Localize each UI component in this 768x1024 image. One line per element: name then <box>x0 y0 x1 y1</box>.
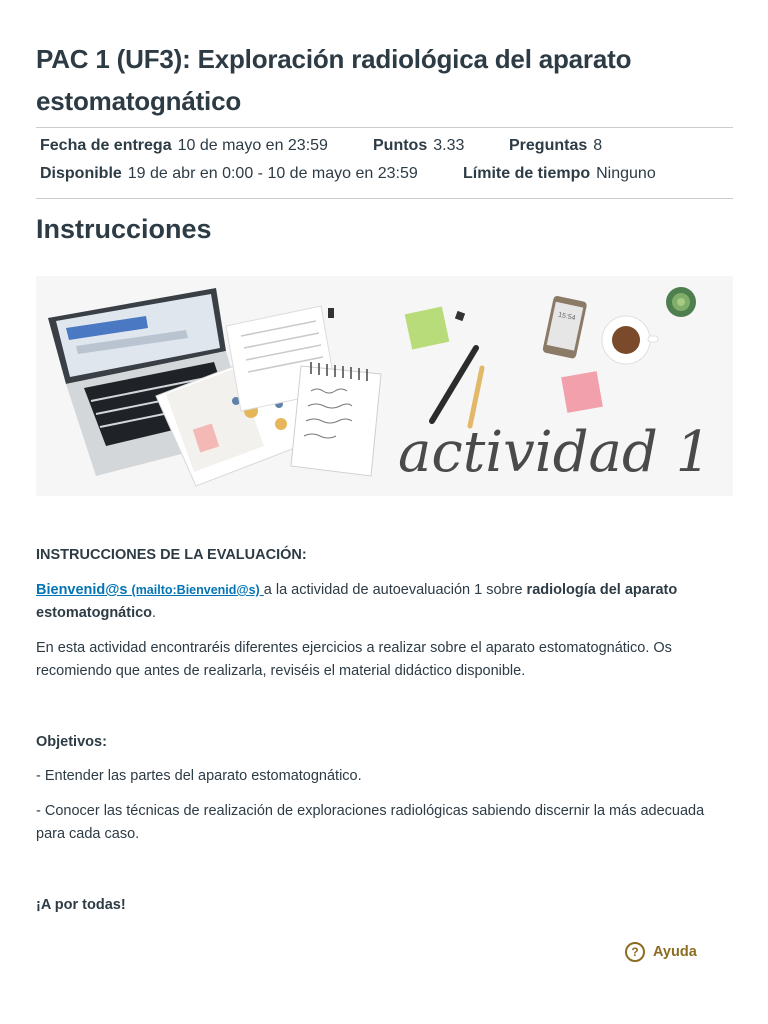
meta-due: Fecha de entrega 10 de mayo en 23:59 <box>40 137 328 154</box>
meta-time-limit: Límite de tiempo Ninguno <box>463 165 656 182</box>
objectives-heading: Objetivos: <box>36 734 107 750</box>
closing-text: ¡A por todas! <box>36 897 126 913</box>
help-label: Ayuda <box>653 944 697 960</box>
eval-heading: INSTRUCCIONES DE LA EVALUACIÓN: <box>36 547 307 563</box>
meta-questions: Preguntas 8 <box>509 137 603 154</box>
plant-icon <box>666 287 696 317</box>
activity-banner-image <box>36 276 733 496</box>
question-circle-icon: ? <box>625 942 645 962</box>
meta-points: Puntos 3.33 <box>373 137 465 154</box>
welcome-paragraph: Bienvenid@s (mailto:Bienvenid@s) a la actividad de autoevaluación 1 sobre radiología del aparato estomatognático. <box>36 582 678 621</box>
meta-available: Disponible 19 de abr en 0:00 - 10 de mayo en 23:59 <box>40 165 418 182</box>
banner-illustration <box>36 276 733 496</box>
help-button[interactable] <box>625 941 697 963</box>
notepad-icon <box>291 362 381 476</box>
quiz-meta <box>36 127 733 199</box>
svg-text:15:54: 15:54 <box>557 311 577 323</box>
welcome-link[interactable]: Bienvenid@s (mailto:Bienvenid@s) <box>36 582 260 598</box>
banner-activity-text: actividad 1 <box>398 420 712 485</box>
sticky-note-pink <box>561 371 603 413</box>
objective-item-2: - Conocer las técnicas de realización de exploraciones radiológicas sabiendo discernir la más adecuada para cada caso. <box>36 803 705 842</box>
objective-item-1: - Entender las partes del aparato estomatognático. <box>36 768 362 784</box>
page-title: PAC 1 (UF3): Exploración radiológica del aparato estomatognático <box>36 44 632 116</box>
intro-paragraph: En esta actividad encontraréis diferentes ejercicios a realizar sobre el aparato estomatognático. Os recomiendo que antes de realizarla, reviséis el material didáctico disponible. <box>36 640 672 679</box>
instructions-heading: Instrucciones <box>36 214 212 244</box>
